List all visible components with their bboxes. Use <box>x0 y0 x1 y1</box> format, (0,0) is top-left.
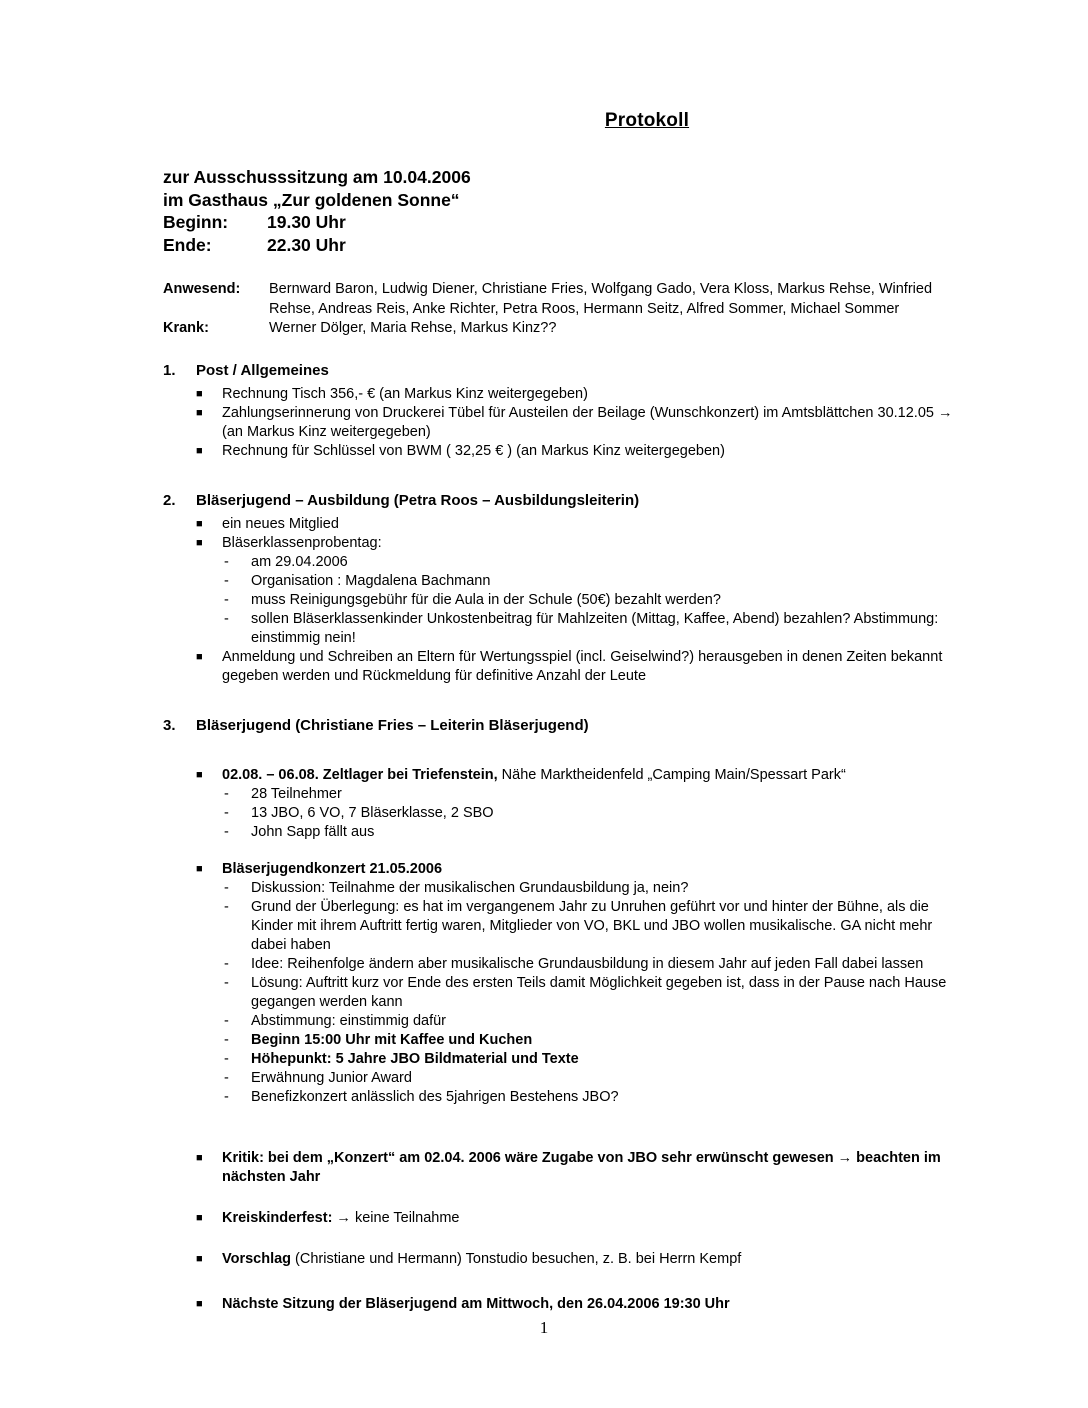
dash-icon: - <box>224 553 229 570</box>
list-item-naechste-sitzung <box>163 1295 953 1314</box>
spacer <box>163 740 953 766</box>
section-3-bullet-list <box>163 766 953 1314</box>
sub-list-item-text: Beginn 15:00 Uhr mit Kaffee und Kuchen <box>251 1031 533 1048</box>
meeting-start-row <box>163 211 953 234</box>
attendance-present-label: Anwesend: <box>163 281 241 297</box>
vorschlag-bold-text: Vorschlag <box>222 1250 292 1267</box>
dash-icon: - <box>224 974 229 991</box>
naechste-sitzung-text: Nächste Sitzung der Bläserjugend am Mittwoch, den 26.04.2006 19:30 Uhr <box>222 1295 730 1312</box>
kritik-text: Kritik: bei dem „Konzert“ am 02.04. 2006 wäre Zugabe von JBO sehr erwünscht gewesen → beachten im nächsten Jahr <box>222 1149 941 1185</box>
sub-list-item <box>222 898 953 955</box>
attendance-present-row <box>163 280 953 319</box>
sub-list-item-text: Benefizkonzert anlässlich des 5jahrigen Bestehens JBO? <box>251 1088 619 1105</box>
sub-list-item-text: sollen Bläserklassenkinder Unkostenbeitrag für Mahlzeiten (Mittag, Kaffee, Abend) bezahlen? Abstimmung: einstimmig nein! <box>251 610 939 646</box>
sub-list-item <box>222 1069 953 1088</box>
sub-list-item-text: Idee: Reihenfolge ändern aber musikalische Grundausbildung in diesem Jahr auf jeden Fall dabei lassen <box>251 955 924 972</box>
attendance-sick-row <box>163 319 953 339</box>
sub-list-item <box>222 823 953 842</box>
kreiskinderfest-rest-text: → keine Teilnahme <box>332 1209 460 1226</box>
bullet-icon: ■ <box>196 517 203 530</box>
section-2-bullet-list <box>163 515 953 686</box>
meeting-start-label: Beginn: <box>163 212 229 232</box>
dash-icon: - <box>224 1012 229 1029</box>
sub-list-item <box>222 1050 953 1069</box>
page-title: Protokoll <box>604 110 690 131</box>
bullet-icon: ■ <box>196 862 203 875</box>
sub-list-item <box>222 1031 953 1050</box>
list-item <box>163 404 953 442</box>
list-item <box>163 442 953 461</box>
spacer <box>163 690 953 716</box>
sub-list-item-text: 28 Teilnehmer <box>251 785 342 802</box>
zeltlager-bold-text: 02.08. – 06.08. Zeltlager bei Triefenstein, <box>222 766 498 783</box>
bullet-icon: ■ <box>196 387 203 400</box>
meeting-subject: zur Ausschusssitzung am 10.04.2006 <box>163 167 471 187</box>
section-3-title: Bläserjugend (Christiane Fries – Leiterin Bläserjugend) <box>196 716 589 734</box>
meeting-meta-block <box>163 166 953 256</box>
zeltlager-rest-text: Nähe Marktheidenfeld „Camping Main/Spessart Park“ <box>497 766 846 783</box>
dash-icon: - <box>224 610 229 627</box>
dash-icon: - <box>224 1088 229 1105</box>
sub-list-item <box>222 1012 953 1031</box>
sub-list-item <box>222 804 953 823</box>
bullet-icon: ■ <box>196 1211 203 1224</box>
section-1-number: 1. <box>163 361 176 379</box>
list-item-text: Rechnung für Schlüssel von BWM ( 32,25 € ) (an Markus Kinz weitergegeben) <box>222 442 725 459</box>
dash-icon: - <box>224 955 229 972</box>
sub-list-item-text: muss Reinigungsgebühr für die Aula in der Schule (50€) bezahlt werden? <box>251 591 721 608</box>
list-item-text: ein neues Mitglied <box>222 515 339 532</box>
meeting-venue: im Gasthaus „Zur goldenen Sonne“ <box>163 189 460 210</box>
sub-list-item-text: Diskussion: Teilnahme der musikalischen Grundausbildung ja, nein? <box>251 879 689 896</box>
attendance-present-value: Bernward Baron, Ludwig Diener, Christiane Fries, Wolfgang Gado, Vera Kloss, Markus Rehse, Winfried Rehse, Andreas Reis, Anke Richter, Petra Roos, Hermann Seitz, Alfred Sommer, Michael Sommer <box>269 281 933 317</box>
meeting-end-label: Ende: <box>163 234 212 255</box>
section-2-number: 2. <box>163 491 176 509</box>
list-item-zeltlager <box>163 766 953 842</box>
meeting-start-value: 19.30 Uhr <box>267 212 346 232</box>
sub-list-item-text: 13 JBO, 6 VO, 7 Bläserklasse, 2 SBO <box>251 804 494 821</box>
meeting-end-row <box>163 234 953 257</box>
konzert-title-text: Bläserjugendkonzert 21.05.2006 <box>222 860 443 877</box>
sub-list-item <box>222 955 953 974</box>
list-item-kritik <box>163 1149 953 1187</box>
sub-list-item-text: Organisation : Magdalena Bachmann <box>251 572 491 589</box>
list-item <box>163 385 953 404</box>
list-item-text: Zahlungserinnerung von Druckerei Tübel für Austeilen der Beilage (Wunschkonzert) im Amtsblättchen 30.12.05 → (an Markus Kinz weitergegeben) <box>222 404 953 440</box>
section-3-heading <box>163 716 953 736</box>
bullet-icon: ■ <box>196 768 203 781</box>
attendance-sick-label: Krank: <box>163 320 209 336</box>
sub-list-item <box>222 553 953 572</box>
sub-list-item <box>222 879 953 898</box>
meeting-end-value: 22.30 Uhr <box>267 234 346 255</box>
section-1-title: Post / Allgemeines <box>196 361 329 379</box>
sub-list-item-text: Erwähnung Junior Award <box>251 1069 412 1086</box>
list-item <box>163 648 953 686</box>
list-item-text: Anmeldung und Schreiben an Eltern für Wertungsspiel (incl. Geiselwind?) herausgeben in denen Zeiten bekannt gegeben werden und Rückmeldung für definitive Anzahl der Leute <box>222 648 943 684</box>
dash-icon: - <box>224 1031 229 1048</box>
list-item-text: Bläserklassenprobentag: <box>222 534 382 551</box>
sub-list-item-text: am 29.04.2006 <box>251 553 348 570</box>
sub-list-item-text: John Sapp fällt aus <box>251 823 375 840</box>
bullet-icon: ■ <box>196 406 203 419</box>
section-1-heading <box>163 361 953 381</box>
section-2-title: Bläserjugend – Ausbildung (Petra Roos – Ausbildungsleiterin) <box>196 491 640 509</box>
dash-icon: - <box>224 879 229 896</box>
attendance-sick-value: Werner Dölger, Maria Rehse, Markus Kinz?? <box>269 320 557 336</box>
spacer <box>163 465 953 491</box>
sub-list-item <box>222 591 953 610</box>
dash-icon: - <box>224 572 229 589</box>
dash-icon: - <box>224 898 229 915</box>
bullet-icon: ■ <box>196 444 203 457</box>
sub-list-item <box>222 974 953 1012</box>
section-2-heading <box>163 491 953 511</box>
attendance-block <box>163 280 953 339</box>
section-blaeserjugend <box>163 716 953 1314</box>
vorschlag-rest-text: (Christiane und Hermann) Tonstudio besuchen, z. B. bei Herrn Kempf <box>291 1250 742 1267</box>
document-content <box>163 110 953 1318</box>
list-item-konzert <box>163 860 953 1107</box>
section-3-number: 3. <box>163 716 176 734</box>
bullet-icon: ■ <box>196 650 203 663</box>
sub-list-item <box>222 1088 953 1107</box>
sub-list-item-text: Lösung: Auftritt kurz vor Ende des ersten Teils damit Möglichkeit gegeben ist, dass in der Pause nach Hause gegangen werden kann <box>251 974 947 1010</box>
sub-list-item <box>222 785 953 804</box>
list-item <box>163 515 953 534</box>
zeltlager-sub-list <box>222 785 953 842</box>
page-number: 1 <box>539 1318 549 1337</box>
section-post-allgemeines <box>163 361 953 461</box>
list-item-vorschlag <box>163 1250 953 1269</box>
section-blaeserjugend-ausbildung <box>163 491 953 686</box>
dash-icon: - <box>224 1050 229 1067</box>
bullet-icon: ■ <box>196 1297 203 1310</box>
list-item-text: Rechnung Tisch 356,- € (an Markus Kinz weitergegeben) <box>222 385 588 402</box>
konzert-sub-list <box>222 879 953 1107</box>
sub-list-item-text: Höhepunkt: 5 Jahre JBO Bildmaterial und Texte <box>251 1050 579 1067</box>
dash-icon: - <box>224 591 229 608</box>
list-item <box>163 534 953 648</box>
section-1-bullet-list <box>163 385 953 461</box>
dash-icon: - <box>224 804 229 821</box>
sub-list-item <box>222 572 953 591</box>
bullet-icon: ■ <box>196 536 203 549</box>
list-item-kreiskinderfest <box>163 1209 953 1228</box>
sub-list-item-text: Grund der Überlegung: es hat im vergangenem Jahr zu Unruhen geführt vor und hinter der Bühne, als die Kinder mit ihrem Auftritt fertig waren, Mitglieder von VO, BKL und JBO wollen musikalische. GA nicht mehr dabei haben <box>251 898 933 953</box>
bullet-icon: ■ <box>196 1151 203 1164</box>
section-2-sub-list <box>222 553 953 648</box>
sub-list-item <box>222 610 953 648</box>
bullet-icon: ■ <box>196 1252 203 1265</box>
dash-icon: - <box>224 785 229 802</box>
dash-icon: - <box>224 1069 229 1086</box>
sub-list-item-text: Abstimmung: einstimmig dafür <box>251 1012 447 1029</box>
kreiskinderfest-bold-text: Kreiskinderfest: <box>222 1209 333 1226</box>
dash-icon: - <box>224 823 229 840</box>
